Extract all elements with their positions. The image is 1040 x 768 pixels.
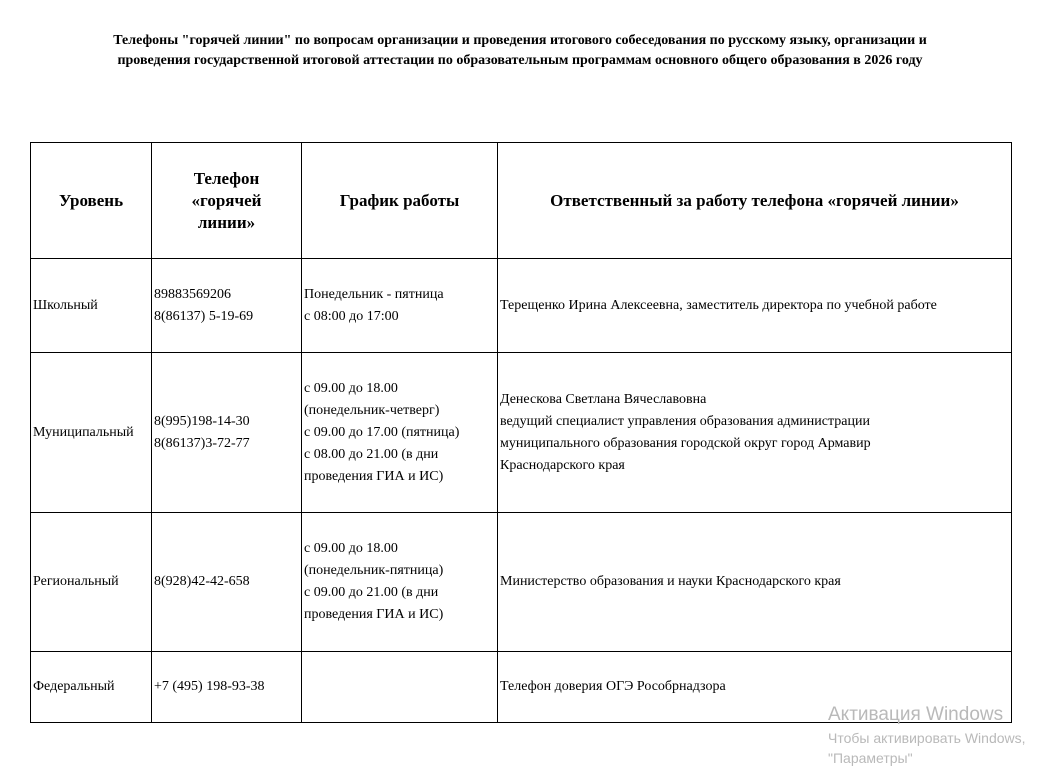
hotline-table bbox=[30, 142, 1012, 723]
header-phone-line-1: Телефон bbox=[193, 168, 260, 188]
schedule-line: с 09.00 до 18.00 bbox=[304, 380, 398, 396]
responsible-line: муниципального образования городской округ город Армавир bbox=[500, 435, 871, 451]
windows-activation-watermark bbox=[828, 702, 1026, 768]
table-row bbox=[31, 259, 1012, 353]
schedule-cell bbox=[302, 259, 498, 353]
watermark-title: Активация Windows bbox=[828, 704, 1004, 725]
responsible-cell bbox=[498, 353, 1012, 513]
phone-number: 8(928)42-42-658 bbox=[154, 574, 250, 589]
phone-number: 89883569206 bbox=[154, 286, 231, 302]
phone-number: 8(86137)3-72-77 bbox=[154, 435, 250, 451]
responsible-line: Денескова Светлана Вячеславовна bbox=[500, 391, 707, 407]
responsible-line: Терещенко Ирина Алексеевна, заместитель директора по учебной работе bbox=[500, 297, 937, 313]
table-row bbox=[31, 353, 1012, 513]
schedule-cell bbox=[302, 353, 498, 513]
responsible-line: Краснодарского края bbox=[500, 457, 625, 473]
schedule-line: с 08.00 до 21.00 (в дни bbox=[304, 446, 439, 462]
level-cell: Федеральный bbox=[31, 652, 152, 723]
schedule-line: Понедельник - пятница bbox=[304, 286, 444, 302]
responsible-cell bbox=[498, 513, 1012, 652]
title-line-2: проведения государственной итоговой аттестации по образовательным программам основного общего образования в 2026 году bbox=[117, 53, 923, 68]
header-phone-line-3: линии» bbox=[197, 212, 256, 232]
schedule-line: с 09.00 до 21.00 (в дни bbox=[304, 585, 439, 600]
watermark-line-2: "Параметры" bbox=[828, 750, 913, 766]
responsible-cell bbox=[498, 259, 1012, 353]
header-phone-line-2: «горячей bbox=[191, 190, 262, 210]
document-title bbox=[40, 31, 1000, 71]
schedule-line: с 09.00 до 18.00 bbox=[304, 541, 398, 556]
level-cell: Региональный bbox=[31, 513, 152, 652]
table-row bbox=[31, 513, 1012, 652]
level-cell: Школьный bbox=[31, 259, 152, 353]
schedule-cell bbox=[302, 513, 498, 652]
schedule-line: (понедельник-пятница) bbox=[304, 563, 444, 578]
responsible-line: Министерство образования и науки Краснодарского края bbox=[500, 574, 841, 589]
header-level: Уровень bbox=[31, 143, 152, 259]
schedule-line: с 09.00 до 17.00 (пятница) bbox=[304, 424, 460, 440]
watermark-line-1: Чтобы активировать Windows, bbox=[828, 730, 1026, 746]
schedule-line: (понедельник-четверг) bbox=[304, 402, 440, 418]
schedule-line: проведения ГИА и ИС) bbox=[304, 468, 444, 484]
header-row bbox=[31, 143, 1012, 259]
schedule-line: проведения ГИА и ИС) bbox=[304, 607, 444, 622]
phone-number: +7 (495) 198-93-38 bbox=[154, 679, 265, 694]
phone-number: 8(995)198-14-30 bbox=[154, 413, 250, 429]
title-line-1: Телефоны "горячей линии" по вопросам организации и проведения итогового собеседования по русскому языку, организации и bbox=[113, 33, 927, 48]
phone-number: 8(86137) 5-19-69 bbox=[154, 308, 254, 324]
phone-cell bbox=[152, 652, 302, 723]
schedule-cell bbox=[302, 652, 498, 723]
header-schedule: График работы bbox=[302, 143, 498, 259]
responsible-line: ведущий специалист управления образования администрации bbox=[500, 413, 870, 429]
responsible-line: Телефон доверия ОГЭ Рособрнадзора bbox=[500, 679, 726, 694]
phone-cell bbox=[152, 513, 302, 652]
phone-cell bbox=[152, 353, 302, 513]
header-phone bbox=[152, 143, 302, 259]
header-responsible: Ответственный за работу телефона «горячей линии» bbox=[498, 143, 1012, 259]
phone-cell bbox=[152, 259, 302, 353]
level-cell: Муниципальный bbox=[31, 353, 152, 513]
schedule-line: с 08:00 до 17:00 bbox=[304, 308, 399, 324]
